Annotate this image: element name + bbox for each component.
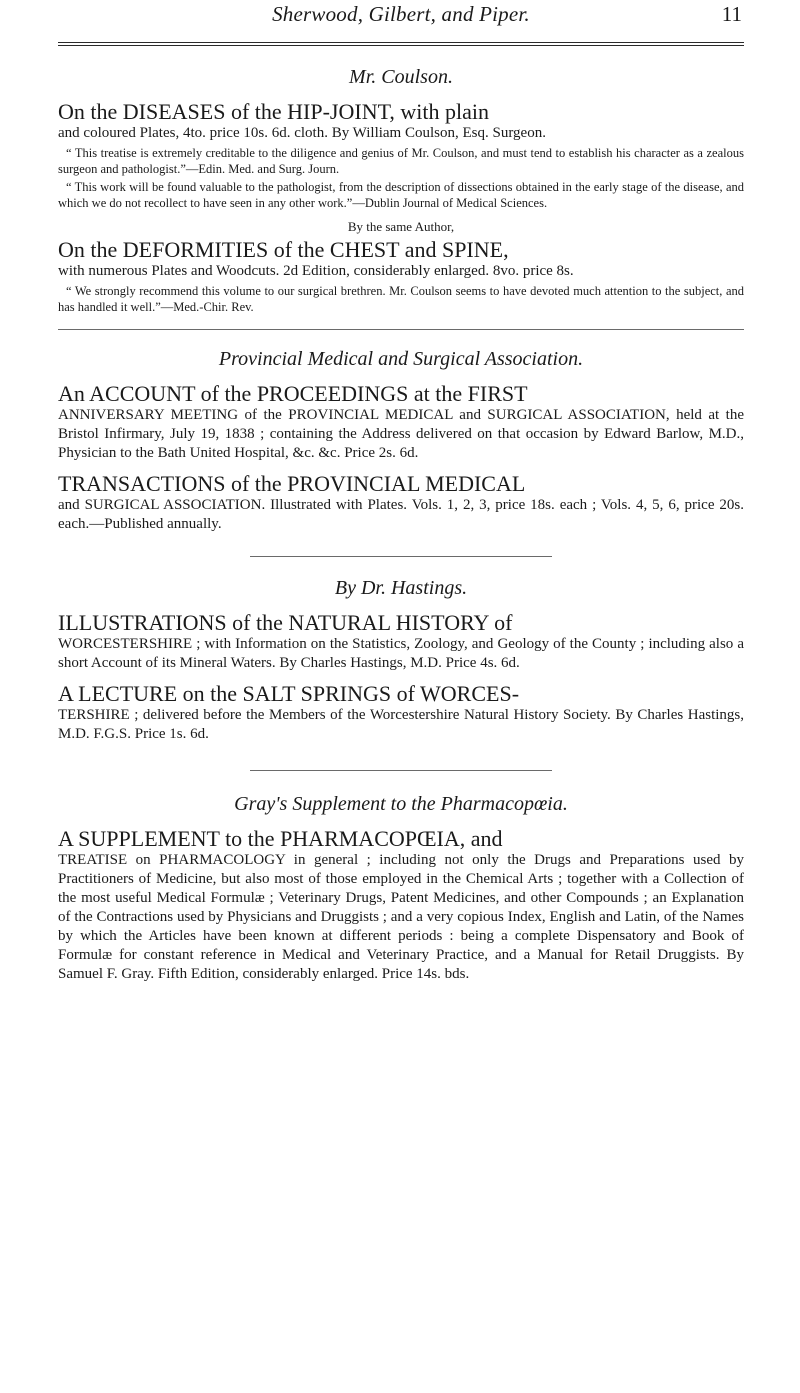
header-rule [58, 42, 744, 46]
entry-description: TREATISE on PHARMACOLOGY in general ; including not only the Drugs and Preparations used by Practitioners of Medicine, but also most of those employed in the Chemical Arts ; together with a Collection of the most useful Medical Formulæ ; Veterinary Drugs, Patent Medicines, and other Compounds ; an Explanation of the Contractions used by Physicians and Druggists ; and a very copious Index, English and Latin, of the Names by which the Articles have been known at different periods : being a complete Dispensatory and Book of Formulæ for constant reference in Medical and Veterinary Practice, and a Manual for Retail Druggists. By Samuel F. Gray. Fifth Edition, considerably enlarged. Price 14s. bds. [58, 852, 744, 982]
entry-description: with numerous Plates and Woodcuts. 2d Edition, considerably enlarged. 8vo. price 8s. [58, 263, 574, 279]
entry-title-main: ILLUSTRATIONS of the NATURAL HISTORY of [58, 610, 513, 635]
entry-title-main: An ACCOUNT of the PROCEEDINGS at the FIRST [58, 381, 528, 406]
section-divider [250, 770, 552, 771]
section-divider [250, 556, 552, 557]
review-quote: “ This treatise is extremely creditable to the diligence and genius of Mr. Coulson, and must tend to establish his character as a zealous surgeon and pathologist.”—Edin. Med. and Surg. Journ. [58, 146, 744, 176]
entry-title [58, 381, 744, 406]
catalogue-entry [58, 471, 744, 534]
catalogue-entry [58, 219, 744, 315]
entry-title [58, 237, 744, 262]
entry-title-main: TRANSACTIONS of the PROVINCIAL MEDICAL [58, 471, 526, 496]
section-heading-provincial: Provincial Medical and Surgical Association. [218, 348, 584, 370]
entry-title [58, 99, 744, 124]
entry-title [58, 826, 744, 851]
page-number: 11 [721, 2, 742, 26]
review-quote: “ This work will be found valuable to the pathologist, from the description of dissections obtained in the early stage of the disease, and which we do not recollect to have seen in any other work.”—Dublin Journal of Medical Sciences. [58, 180, 744, 210]
catalogue-entry [58, 610, 744, 673]
running-head [58, 0, 744, 42]
entry-title-main: On the DEFORMITIES of the CHEST and SPINE, [58, 237, 509, 262]
entry-title [58, 610, 744, 635]
entry-byline: By the same Author, [347, 219, 455, 234]
entry-title-main: A SUPPLEMENT to the PHARMACOPŒIA, and [58, 826, 503, 851]
catalogue-entry [58, 381, 744, 463]
running-head-title: Sherwood, Gilbert, and Piper. [272, 2, 530, 26]
entry-description: and coloured Plates, 4to. price 10s. 6d. cloth. By William Coulson, Esq. Surgeon. [58, 125, 546, 141]
section-heading-hastings: By Dr. Hastings. [334, 577, 468, 599]
entry-title-main: On the DISEASES of the HIP-JOINT, [58, 99, 395, 124]
review-quote: “ We strongly recommend this volume to our surgical brethren. Mr. Coulson seems to have devoted much attention to the subject, and has handled it well.”—Med.-Chir. Rev. [58, 284, 744, 314]
section-heading-gray: Gray's Supplement to the Pharmacopœia. [234, 793, 568, 815]
section-heading-coulson: Mr. Coulson. [349, 66, 453, 88]
entry-description: ANNIVERSARY MEETING of the PROVINCIAL MEDICAL and SURGICAL ASSOCIATION, held at the Bristol Infirmary, July 19, 1838 ; containing the Address delivered on that occasion by Edward Barlow, M.D., Physician to the Bath United Hospital, &c. &c. Price 2s. 6d. [58, 407, 744, 461]
entry-description: TERSHIRE ; delivered before the Members of the Worcestershire Natural History Society. By Charles Hastings, M.D. F.G.S. Price 1s. 6d. [58, 707, 744, 742]
entry-title-main: A LECTURE on the SALT SPRINGS of WORCES- [58, 681, 520, 706]
catalogue-entry [58, 826, 744, 984]
entry-title [58, 681, 744, 706]
catalogue-entry [58, 99, 744, 211]
entry-description: and SURGICAL ASSOCIATION. Illustrated with Plates. Vols. 1, 2, 3, price 18s. each ; Vols. 4, 5, 6, price 20s. each.—Published annually. [58, 497, 744, 532]
entry-description: WORCESTERSHIRE ; with Information on the Statistics, Zoology, and Geology of the County ; including also a short Account of its Mineral Waters. By Charles Hastings, M.D. Price 4s. 6d. [58, 636, 744, 671]
catalogue-entry [58, 681, 744, 744]
section-divider [58, 329, 744, 330]
entry-title [58, 471, 744, 496]
entry-title-tail: with plain [394, 99, 490, 124]
